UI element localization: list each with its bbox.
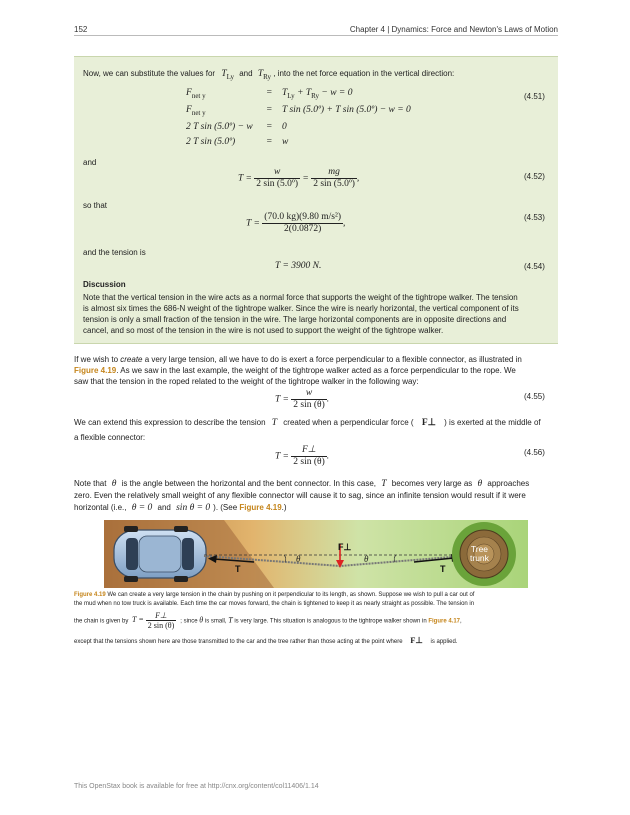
figure-4-19 <box>104 520 528 588</box>
header-rule <box>74 35 558 36</box>
tension-label-right: T <box>440 564 446 574</box>
paragraph-1: If we wish to create a very large tension, all we have to do is exert a force perpendicular to a flexible connector, as illustrated in <box>74 355 522 364</box>
car <box>114 526 206 582</box>
equation-number-4-51: (4.51) <box>524 92 545 101</box>
equation-4-54: T = 3900 N. <box>275 261 322 271</box>
figure-4-19-link[interactable]: Figure 4.19 <box>74 366 117 375</box>
so-that-label: so that <box>83 201 108 210</box>
equation-number-4-53: (4.53) <box>524 213 545 222</box>
theta-label-right: θ <box>364 554 369 564</box>
discussion-line: Note that the vertical tension in the wire acts as a normal force that supports the weight of the tightrope walker. The tension <box>83 293 518 302</box>
example-intro: Now, we can substitute the values for $T_{Ly}$ and $T_{Ry}$ , into the net force equation in the vertical direction: <box>83 69 455 81</box>
tension-is-label: and the tension is <box>83 248 146 257</box>
paragraph-3-line-3: horizontal (i.e., θ = 0 and sin θ = 0 ). (See Figure 4.19.) <box>74 503 287 513</box>
paragraph-2: We can extend this expression to describe the tension T created when a perpendicular force ( F⊥ ) is exerted at the middle of <box>74 418 541 428</box>
figure-caption-line-4: except that the tensions shown here are those transmitted to the car and the tree rather than those acting at the point where F⊥ is applied. <box>74 635 458 645</box>
paragraph-3: Note that θ is the angle between the horizontal and the bent connector. In this case, T becomes very large as θ approaches <box>74 479 530 489</box>
equation-4-55: T = $\frac{w}{2 \sin (\theta)}$ . <box>275 388 330 410</box>
paragraph-3-line-2: zero. Even the relatively small weight of any flexible connector will cause it to sag, since an infinite tension would result if it were <box>74 491 526 500</box>
footer-text: This OpenStax book is available for free at http://cnx.org/content/col11406/1.14 <box>74 783 319 790</box>
figure-illustration <box>104 520 528 588</box>
discussion-line: tension is only a small fraction of the tension in the wire. The large horizontal components are in opposite directions and <box>83 315 507 324</box>
tension-label-left: T <box>235 564 241 574</box>
chapter-title: Chapter 4 | Dynamics: Force and Newton's Laws of Motion <box>349 25 558 34</box>
figure-4-19-link[interactable]: Figure 4.19 <box>239 503 282 512</box>
figure-4-17-link[interactable]: Figure 4.17 <box>428 618 461 625</box>
equation-number-4-55: (4.55) <box>524 392 545 401</box>
equation-number-4-54: (4.54) <box>524 262 545 271</box>
and-label: and <box>83 158 97 167</box>
figure-caption-line-3: the chain is given by T = $\frac{F\perp}{2 \sin (\theta)}$ ; since θ is small, T is very large. This situation is analogous to the tightrope walker shown in Figure 4.17, <box>74 611 462 630</box>
equation-number-4-52: (4.52) <box>524 172 545 181</box>
equation-number-4-56: (4.56) <box>524 448 545 457</box>
discussion-line: is almost six times the 686-N weight of the tightrope walker. Since the wire is nearly horizontal, the vertical component of its <box>83 304 519 313</box>
paragraph-2-line-2: a flexible connector: <box>74 433 146 442</box>
equation-4-53: T = $\frac{\text{(70.0 kg)(9.80 m/s²)}}{2(0.0872)}$ , <box>246 212 346 234</box>
equation-4-52: T = $\frac{w}{\text{2 sin (5.0º)}}$ = $\frac{mg}{\text{2 sin (5.0º)}}$ , <box>238 167 360 189</box>
figure-caption-line-1: Figure 4.19 We can create a very large tension in the chain by pushing on it perpendicular to its length, as shown. Suppose we wish to pull a car out of <box>74 592 475 598</box>
tree-trunk-label: Tree trunk <box>470 544 489 563</box>
theta-label-left: θ <box>296 554 301 564</box>
paragraph-1-line-3: saw that the tension in the roped related to the weight of the tightrope walker in the following way: <box>74 377 419 386</box>
discussion-line: cancel, and so most of the tension in the wire is not used to support the weight of the tightrope walker. <box>83 326 444 335</box>
figure-caption-line-2: the mud when no tow truck is available. Each time the car moves forward, the chain is tightened to keep it as nearly straight as possible. The tension in <box>74 601 475 607</box>
discussion-title: Discussion <box>83 280 126 289</box>
force-label: F⊥ <box>338 542 352 552</box>
paragraph-1-line-2: Figure 4.19. As we saw in the last example, the weight of the tightrope walker acted as a force perpendicular to the rope. We <box>74 366 516 375</box>
page-number: 152 <box>74 25 88 34</box>
equation-4-56: T = $\frac{F\perp}{2 \sin (\theta)}$ . <box>275 445 330 467</box>
